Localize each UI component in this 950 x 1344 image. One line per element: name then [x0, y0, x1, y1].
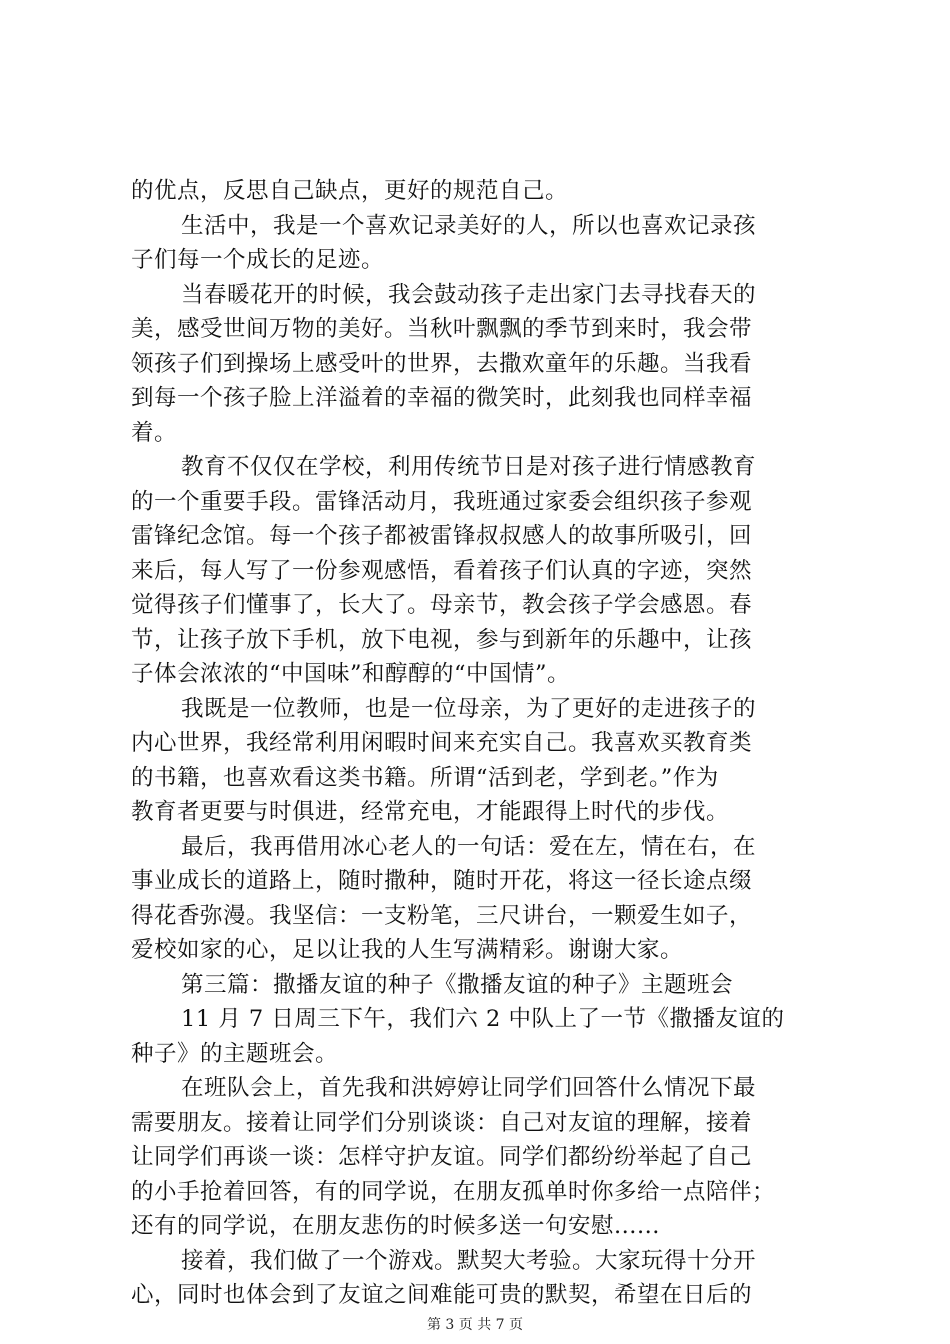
text-line: 的优点，反思自己缺点，更好的规范自己。: [131, 178, 569, 204]
text-line: 着。: [131, 420, 178, 446]
text-line: 的一个重要手段。雷锋活动月，我班通过家委会组织孩子参观: [131, 489, 753, 515]
text-line: 最后，我再借用冰心老人的一句话：爱在左，情在右，在: [181, 834, 757, 860]
text-line: 接着，我们做了一个游戏。默契大考验。大家玩得十分开: [181, 1248, 757, 1274]
section-heading: 第三篇：撒播友谊的种子《撒播友谊的种子》主题班会: [181, 972, 734, 998]
text-line: 生活中，我是一个喜欢记录美好的人，所以也喜欢记录孩: [181, 213, 757, 239]
text-line: 事业成长的道路上，随时撒种，随时开花，将这一径长途点缀: [131, 868, 753, 894]
text-line: 来后，每人写了一份参观感悟，看着孩子们认真的字迹，突然: [131, 558, 753, 584]
text-line: 让同学们再谈一谈：怎样守护友谊。同学们都纷纷举起了自己: [131, 1144, 753, 1170]
text-line: 的小手抢着回答，有的同学说，在朋友孤单时你多给一点陪伴；: [131, 1179, 776, 1205]
text-line: 需要朋友。接着让同学们分别谈谈：自己对友谊的理解，接着: [131, 1110, 753, 1136]
text-line: 领孩子们到操场上感受叶的世界，去撒欢童年的乐趣。当我看: [131, 351, 753, 377]
text-line: 爱校如家的心，足以让我的人生写满精彩。谢谢大家。: [131, 937, 684, 963]
text-line: 到每一个孩子脸上洋溢着的幸福的微笑时，此刻我也同样幸福: [131, 385, 753, 411]
page-number-footer: 第 3 页 共 7 页: [426, 1317, 524, 1333]
text-line: 的书籍，也喜欢看这类书籍。所谓“活到老，学到老。”作为: [131, 765, 719, 791]
text-line: 子体会浓浓的“中国味”和醇醇的“中国情”。: [131, 661, 571, 687]
text-line: 我既是一位教师，也是一位母亲，为了更好的走进孩子的: [181, 696, 757, 722]
text-line: 雷锋纪念馆。每一个孩子都被雷锋叔叔感人的故事所吸引，回: [131, 523, 753, 549]
text-line: 得花香弥漫。我坚信：一支粉笔，三尺讲台，一颗爱生如子，: [131, 903, 753, 929]
text-line: 在班队会上，首先我和洪婷婷让同学们回答什么情况下最: [181, 1075, 757, 1101]
text-line: 教育不仅仅在学校，利用传统节日是对孩子进行情感教育: [181, 454, 757, 480]
text-line: 子们每一个成长的足迹。: [131, 247, 385, 273]
text-line: 心，同时也体会到了友谊之间难能可贵的默契，希望在日后的: [131, 1282, 753, 1308]
text-line: 种子》的主题班会。: [131, 1041, 339, 1067]
text-line: 觉得孩子们懂事了，长大了。母亲节，教会孩子学会感恩。春: [131, 592, 753, 618]
text-line: 11 月 7 日周三下午，我们六 2 中队上了一节《撒播友谊的: [181, 1006, 785, 1032]
text-line: 美，感受世间万物的美好。当秋叶飘飘的季节到来时，我会带: [131, 316, 753, 342]
text-line: 教育者更要与时俱进，经常充电，才能跟得上时代的步伐。: [131, 799, 730, 825]
text-line: 节，让孩子放下手机，放下电视，参与到新年的乐趣中，让孩: [131, 627, 753, 653]
text-line: 还有的同学说，在朋友悲伤的时候多送一句安慰......: [131, 1213, 660, 1239]
text-line: 内心世界，我经常利用闲暇时间来充实自己。我喜欢买教育类: [131, 730, 753, 756]
text-line: 当春暖花开的时候，我会鼓动孩子走出家门去寻找春天的: [181, 282, 757, 308]
